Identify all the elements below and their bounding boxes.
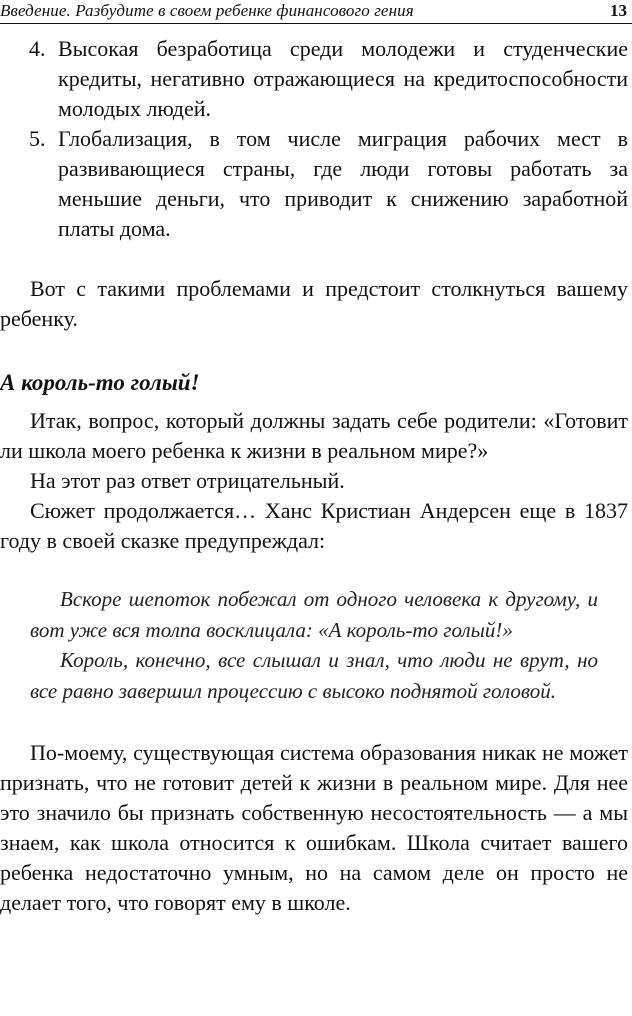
quote-paragraph: Вскоре шепоток побежал от одного человека к другому, и вот уже вся толпа восклицала: «А король-то голый!»: [30, 587, 598, 642]
list-item: [0, 34, 628, 124]
page-number: 13: [610, 1, 627, 20]
list-item-text: Глобализация, в том числе миграция рабочих мест в развивающиеся страны, где люди готовы работать за меньшие деньги, что приводит к снижению заработной платы дома.: [58, 126, 628, 241]
running-title: Введение. Разбудите в своем ребенке финансового гения: [0, 1, 414, 20]
quote-paragraph: Король, конечно, все слышал и знал, что люди не врут, но все равно завершил процессию с высоко поднятой головой.: [30, 648, 598, 703]
numbered-list: [0, 34, 628, 244]
paragraph: Итак, вопрос, который должны задать себе родители: «Готовит ли школа моего ребенка к жизни в реальном мире?»: [0, 408, 628, 463]
block-quote: [0, 584, 628, 706]
paragraph: На этот раз ответ отрицательный.: [30, 468, 345, 493]
paragraph: Сюжет продолжается… Ханс Кристиан Андерсен еще в 1837 году в своей сказке предупреждал:: [0, 498, 628, 553]
running-header: [0, 0, 632, 24]
section-heading: А король-то голый!: [0, 370, 200, 395]
list-item-number: 5.: [29, 126, 46, 151]
list-item-text: Высокая безработица среди молодежи и студенческие кредиты, негативно отражающиеся на кредитоспособности молодых людей.: [58, 36, 628, 121]
page-body: [0, 34, 628, 918]
paragraph-problems: Вот с такими проблемами и предстоит столкнуться вашему ребенку.: [0, 276, 628, 331]
list-item: [0, 124, 628, 244]
list-item-number: 4.: [29, 36, 46, 61]
closing-paragraph: По-моему, существующая система образования никак не может признать, что не готовит детей к жизни в реальном мире. Для нее это значило бы признать собственную несостоятельность — а мы знаем, как школа относится к ошибкам. Школа считает вашего ребенка недостаточно умным, но на самом деле он просто не делает того, что говорят ему в школе.: [0, 740, 628, 915]
